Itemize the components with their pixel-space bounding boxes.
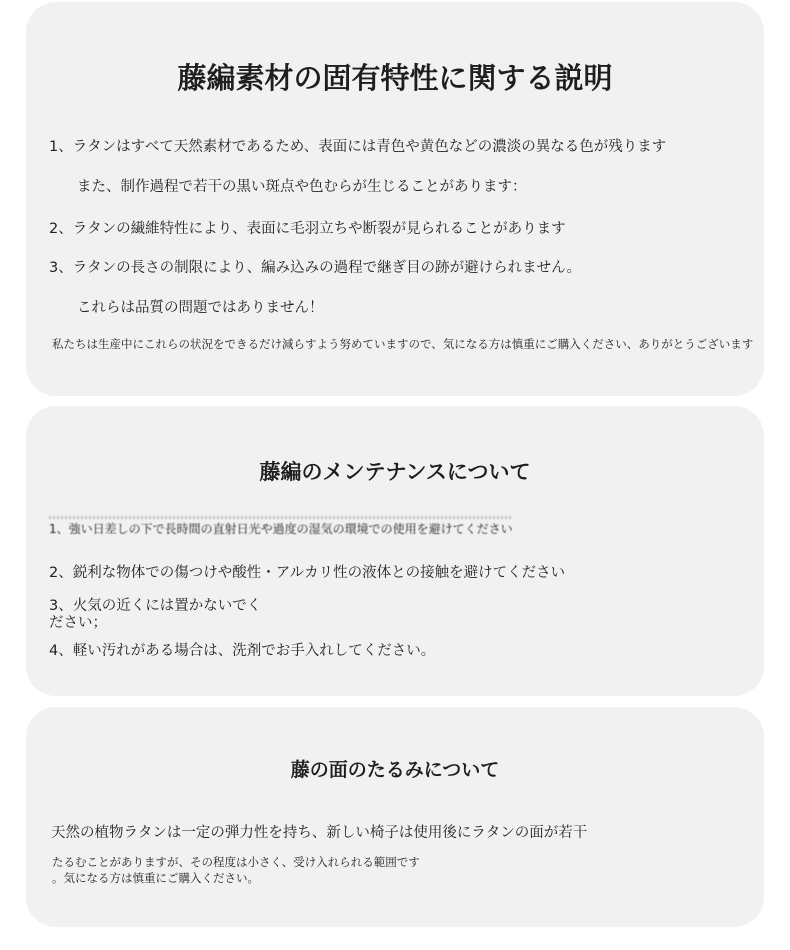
strike-overlay <box>49 516 513 519</box>
rattan-sagging-card <box>26 707 764 927</box>
sagging-line-1: 天然の植物ラタンは一定の弾力性を持ち、新しい椅子は使用後にラタンの面が若干 <box>51 825 588 841</box>
production-notice: 私たちは生産中にこれらの状況をできるだけ減らすよう努めていますので、気になる方は慎重にご購入ください、ありがとうございます <box>52 337 754 351</box>
maintenance-line-2: 2、鋭利な物体での傷つけや酸性・アルカリ性の液体との接触を避けてください <box>49 565 566 581</box>
sagging-line-2: たるむことがありますが、その程度は小さく、受け入れられる範囲です <box>52 855 420 869</box>
sagging-line-3: 。気になる方は慎重にご購入ください。 <box>52 871 259 885</box>
property-line-1: 1、ラタンはすべて天然素材であるため、表面には青色や黄色などの濃淡の異なる色が残ります <box>49 139 667 155</box>
property-line-3: 3、ラタンの長さの制限により、編み込みの過程で継ぎ目の跡が避けられません。 <box>49 260 581 276</box>
rattan-maintenance-card <box>26 406 764 696</box>
maintenance-line-4: 4、軽い汚れがある場合は、洗剤でお手入れしてください。 <box>49 643 436 659</box>
quality-notice: これらは品質の問題ではありません！ <box>77 300 324 316</box>
maintenance-line-3: 3、火気の近くには置かないでく <box>49 598 262 614</box>
property-line-1-continued: また、制作過程で若干の黒い斑点や色むらが生じることがあります： <box>77 179 527 195</box>
maintenance-line-3-continued: ださい； <box>49 615 107 631</box>
rattan-properties-card <box>26 2 764 396</box>
maintenance-title: 藤編のメンテナンスについて <box>259 460 531 484</box>
maintenance-line-1 <box>49 520 513 537</box>
sagging-title: 藤の面のたるみについて <box>290 759 500 781</box>
rattan-properties-title: 藤編素材の固有特性に関する説明 <box>177 61 613 95</box>
maintenance-line-1-text: 1、強い日差しの下で長時間の直射日光や過度の湿気の環境での使用を避けてください <box>49 522 513 536</box>
property-line-2: 2、ラタンの繊維特性により、表面に毛羽立ちや断裂が見られることがあります <box>49 221 566 237</box>
